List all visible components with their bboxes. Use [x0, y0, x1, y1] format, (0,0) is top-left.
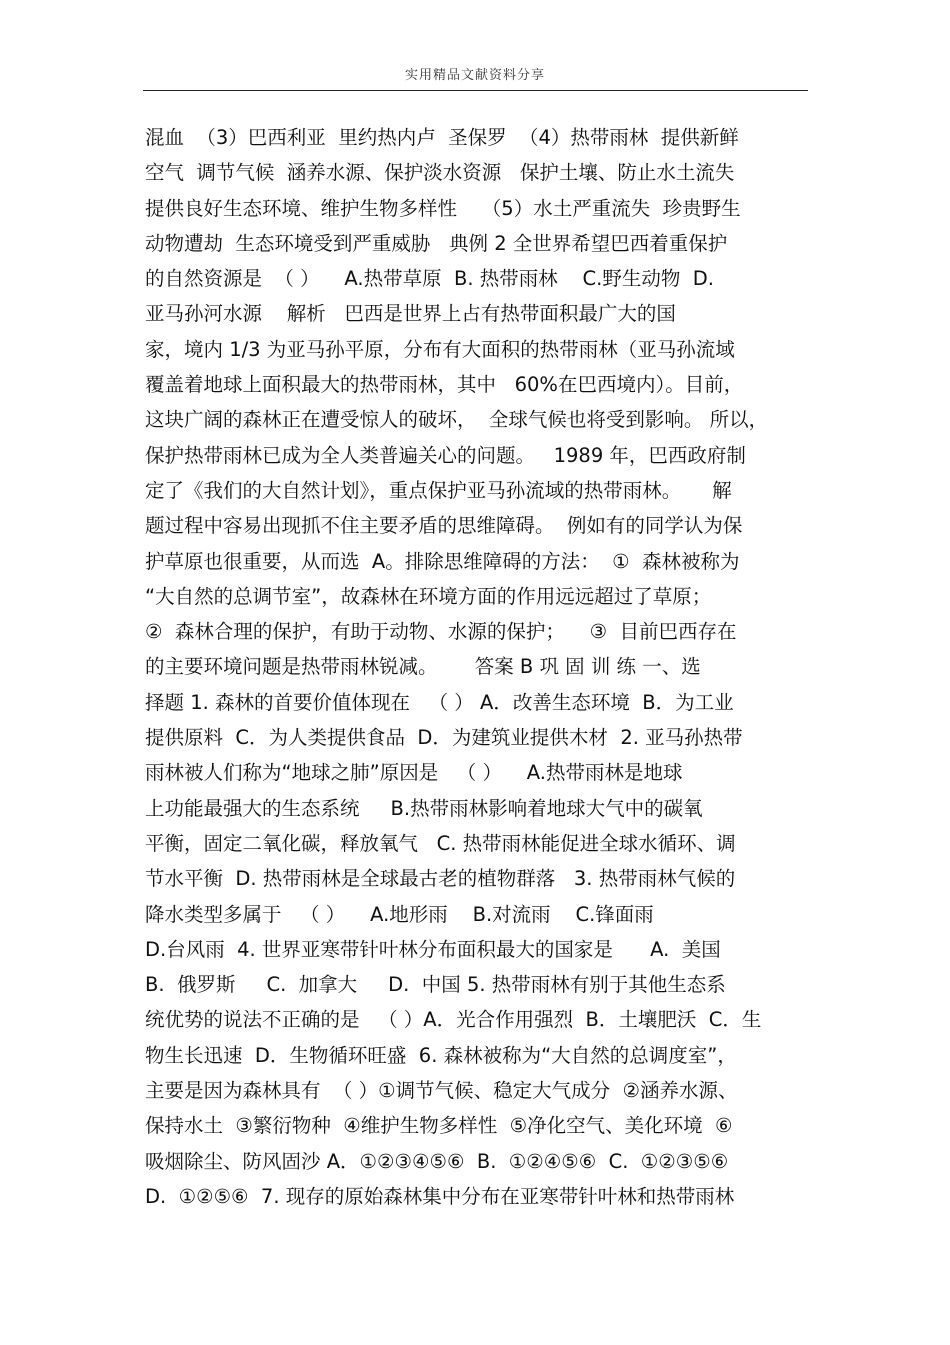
text-line: 的主要环境问题是热带雨林锐减。 答案 B 巩 固 训 练 一、选 [145, 655, 701, 679]
text-line: B. 俄罗斯 C. 加拿大 D. 中国 5. 热带雨林有别于其他生态系 [145, 973, 726, 997]
text-line: 覆盖着地球上面积最大的热带雨林，其中 60%在巴西境内）。目前， [145, 373, 744, 397]
text-line: D.台风雨 4. 世界亚寒带针叶林分布面积最大的国家是 A. 美国 [145, 937, 721, 961]
text-line: 统优势的说法不正确的是 （ ）A．光合作用强烈 B．土壤肥沃 C．生 [145, 1008, 762, 1032]
text-line: 混血 （3）巴西利亚 里约热内卢 圣保罗 （4）热带雨林 提供新鲜 [145, 126, 739, 149]
text-line: 护草原也很重要，从而选 A。排除思维障碍的方法： ① 森林被称为 [145, 549, 740, 573]
text-line: 提供良好生态环境、维护生物多样性 （5）水土严重流失 珍贵野生 [145, 196, 741, 220]
text-line: 平衡，固定二氧化碳，释放氧气 C. 热带雨林能促进全球水循环、调 [145, 831, 736, 855]
text-line: 节水平衡 D. 热带雨林是全球最古老的植物群落 3. 热带雨林气候的 [145, 867, 736, 891]
text-line: 物生长迅速 D．生物循环旺盛 6. 森林被称为“大自然的总调度室”， [145, 1043, 737, 1067]
text-line: 定了《我们的大自然计划》，重点保护亚马孙流域的热带雨林。 解 [145, 478, 732, 502]
text-line: ② 森林合理的保护，有助于动物、水源的保护； ③ 目前巴西存在 [145, 620, 737, 644]
text-line: 亚马孙河水源 解析 巴西是世界上占有热带面积最广大的国 [145, 302, 676, 326]
text-line: 上功能最强大的生态系统 B.热带雨林影响着地球大气中的碳氧 [145, 796, 703, 820]
document-body [145, 120, 815, 1214]
text-line: 这块广阔的森林正在遭受惊人的破坏， 全球气候也将受到影响。 所以， [145, 408, 769, 432]
text-line: 降水类型多属于 （ ） A.地形雨 B.对流雨 C.锋面雨 [145, 902, 654, 926]
text-line: D. ①②⑤⑥ 7. 现存的原始森林集中分布在亚寒带针叶林和热带雨林 [145, 1184, 735, 1208]
text-line: “大自然的总调节室”，故森林在环境方面的作用远远超过了草原； [145, 584, 712, 608]
text-line: 动物遭劫 生态环境受到严重威胁 典例 2 全世界希望巴西着重保护 [145, 231, 728, 255]
page-header-title: 实用精品文献资料分享 [404, 68, 545, 83]
text-line: 雨林被人们称为“地球之肺”原因是 （ ） A.热带雨林是地球 [145, 761, 683, 785]
text-line: 家，境内 1/3 为亚马孙平原，分布有大面积的热带雨林（亚马孙流域 [145, 337, 735, 361]
text-line: 保护热带雨林已成为全人类普遍关心的问题。 1989 年，巴西政府制 [145, 443, 746, 467]
text-line: 题过程中容易出现抓不住主要矛盾的思维障碍。 例如有的同学认为保 [145, 514, 743, 538]
text-line: 主要是因为森林具有 （ ）①调节气候、稳定大气成分 ②涵养水源、 [145, 1079, 738, 1103]
header-divider [143, 90, 808, 91]
text-line: 择题 1. 森林的首要价值体现在 （ ） A．改善生态环境 B．为工业 [145, 690, 734, 714]
text-line: 吸烟除尘、防风固沙 A．①②③④⑤⑥ B. ①②④⑤⑥ C. ①②③⑤⑥ [145, 1149, 729, 1173]
text-line: 提供原料 C．为人类提供食品 D．为建筑业提供木材 2. 亚马孙热带 [145, 726, 743, 750]
text-line: 的自然资源是 （ ） A.热带草原 B. 热带雨林 C.野生动物 D. [145, 267, 714, 291]
text-line: 保持水土 ③繁衍物种 ④维护生物多样性 ⑤净化空气、美化环境 ⑥ [145, 1114, 733, 1138]
text-line: 空气 调节气候 涵养水源、保护淡水资源 保护土壤、防止水土流失 [145, 161, 735, 185]
